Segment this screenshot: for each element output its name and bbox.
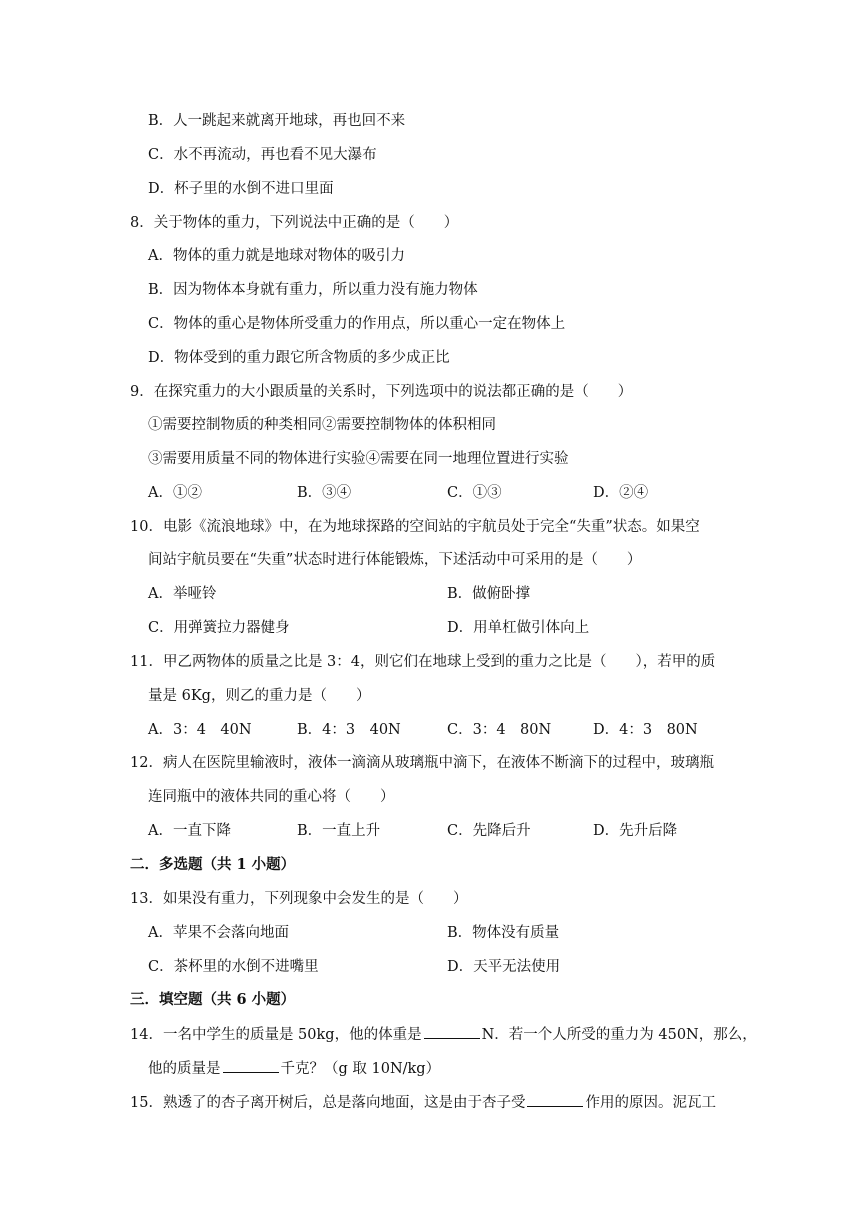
q9-option-c: C．①③: [447, 485, 502, 501]
section-heading-multiple-choice: 二．多选题（共 1 小题）: [130, 856, 296, 873]
q11-option-a: A．3：4 40N: [148, 722, 252, 738]
q9-statements-1: ①需要控制物质的种类相同②需要控制物体的体积相同: [148, 417, 496, 433]
q14-text-2: N．若一个人所受的重力为 450N，那么，: [481, 1027, 757, 1043]
q12-option-d: D．先升后降: [593, 823, 678, 839]
q10-option-b: B．做俯卧撑: [447, 586, 531, 602]
q13-option-d: D．天平无法使用: [447, 959, 561, 975]
section-heading-fill-in: 三．填空题（共 6 小题）: [130, 991, 296, 1008]
q9-option-a: A．①②: [148, 485, 202, 501]
q15-text-1: 15．熟透了的杏子离开树后，总是落向地面，这是由于杏子受: [130, 1095, 526, 1111]
q13-option-a: A．苹果不会落向地面: [148, 925, 289, 941]
q11-stem-1: 11．甲乙两物体的质量之比是 3：4，则它们在地球上受到的重力之比是（ ），若甲的质: [130, 654, 716, 670]
q9-stem: 9．在探究重力的大小跟质量的关系时，下列选项中的说法都正确的是（ ）: [130, 384, 633, 400]
q14-line-2: [148, 1058, 440, 1079]
q14-text-3: 他的质量是: [148, 1061, 221, 1077]
q9-option-d: D．②④: [593, 485, 649, 501]
q13-option-c: C．茶杯里的水倒不进嘴里: [148, 959, 319, 975]
q10-stem-1: 10．电影《流浪地球》中，在为地球探路的空间站的宇航员处于完全“失重”状态。如果空: [130, 519, 700, 535]
q8-option-c: C．物体的重心是物体所受重力的作用点，所以重心一定在物体上: [148, 316, 566, 332]
q11-option-b: B．4：3 40N: [297, 722, 401, 738]
q10-stem-2: 间站宇航员要在“失重”状态时进行体能锻炼，下述活动中可采用的是（ ）: [148, 552, 642, 568]
q12-option-b: B．一直上升: [297, 823, 381, 839]
q12-stem-1: 12．病人在医院里输液时，液体一滴滴从玻璃瓶中滴下，在液体不断滴下的过程中，玻璃瓶: [130, 755, 714, 771]
q12-stem-2: 连同瓶中的液体共同的重心将（ ）: [148, 789, 395, 805]
q8-option-d: D．物体受到的重力跟它所含物质的多少成正比: [148, 350, 450, 366]
q12-option-a: A．一直下降: [148, 823, 231, 839]
q15-text-2: 作用的原因。泥瓦工: [585, 1095, 716, 1111]
q7-option-d: D．杯子里的水倒不进口里面: [148, 181, 334, 197]
q11-stem-2: 量是 6Kg，则乙的重力是（ ）: [148, 688, 371, 704]
q8-option-a: A．物体的重力就是地球对物体的吸引力: [148, 248, 405, 264]
q11-option-c: C．3：4 80N: [447, 722, 552, 738]
q14-text-4: 千克？（g 取 10N/kg）: [280, 1061, 441, 1077]
q15-line-1: [130, 1092, 716, 1113]
q10-option-a: A．举哑铃: [148, 586, 217, 602]
q14-line-1: [130, 1024, 757, 1045]
q9-statements-2: ③需要用质量不同的物体进行实验④需要在同一地理位置进行实验: [148, 451, 569, 467]
q14-text-1: 14．一名中学生的质量是 50kg，他的体重是: [130, 1027, 422, 1043]
q9-option-b: B．③④: [297, 485, 352, 501]
q8-option-b: B．因为物体本身就有重力，所以重力没有施力物体: [148, 282, 478, 298]
answer-blank: [424, 1024, 480, 1039]
q8-stem: 8．关于物体的重力，下列说法中正确的是（ ）: [130, 215, 459, 231]
q10-option-d: D．用单杠做引体向上: [447, 620, 590, 636]
q13-option-b: B．物体没有质量: [447, 925, 560, 941]
q11-option-d: D．4：3 80N: [593, 722, 698, 738]
answer-blank: [527, 1092, 583, 1107]
q7-option-b: B．人一跳起来就离开地球，再也回不来: [148, 113, 406, 129]
q7-option-c: C．水不再流动，再也看不见大瀑布: [148, 147, 377, 163]
q12-option-c: C．先降后升: [447, 823, 531, 839]
answer-blank: [223, 1058, 279, 1073]
q10-option-c: C．用弹簧拉力器健身: [148, 620, 290, 636]
q13-stem: 13．如果没有重力，下列现象中会发生的是（ ）: [130, 891, 468, 907]
